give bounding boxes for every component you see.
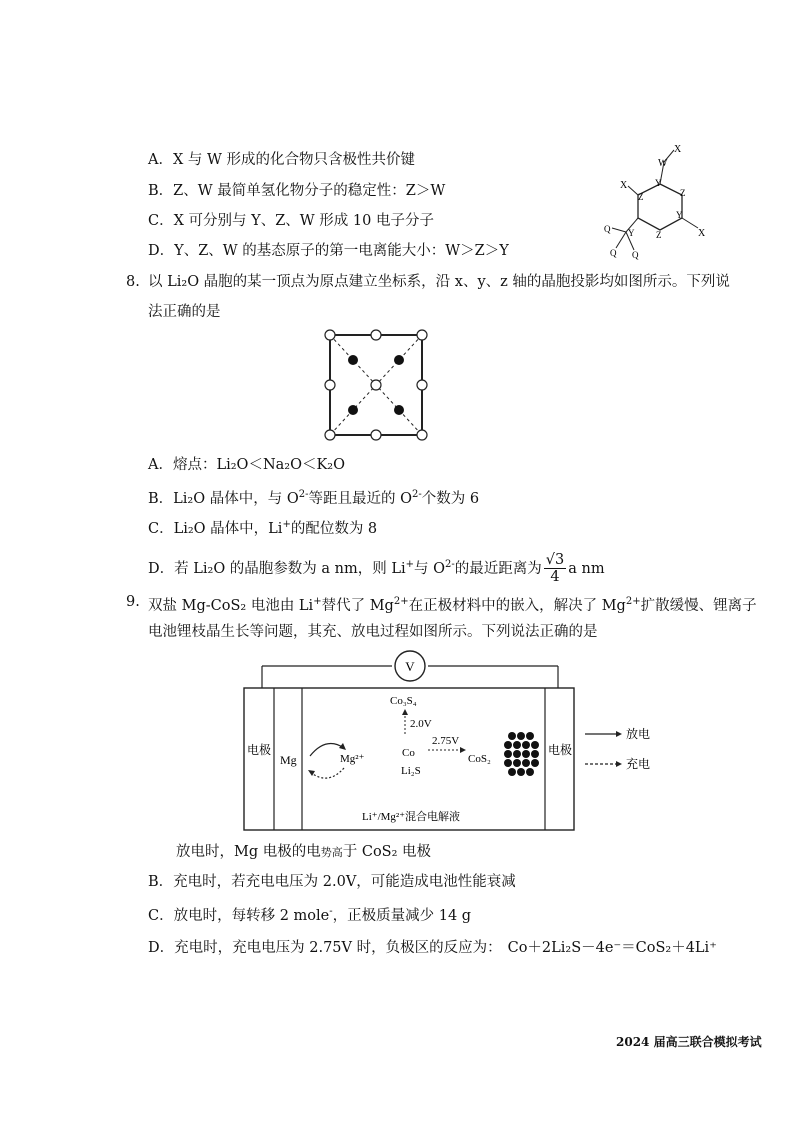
q7-label-z-3: Z (638, 192, 644, 202)
q7-label-x-left: X (620, 180, 628, 191)
q9-mg-label: Mg (280, 753, 297, 767)
q7-label-x-top: X (674, 144, 682, 155)
page-footer: 2024 届高三联合模拟考试 (616, 1035, 762, 1049)
q9-option-a: 放电时，Mg 电极的电势高于 CoS₂ 电极 (176, 844, 432, 860)
q7-label-q-3: Q (632, 250, 639, 260)
q9-legend-charge: 充电 (626, 757, 651, 771)
q8-stem-line2: 法正确的是 (148, 304, 221, 320)
q7-label-y-top: Y (655, 178, 662, 188)
q9-option-d-equation: Co＋2Li₂S－4e⁻＝CoS₂＋4Li⁺ (507, 940, 717, 956)
q7-option-a: A．X 与 W 形成的化合物只含极性共价键 (148, 152, 416, 168)
q9-option-d: D．充电时，充电电压为 2.75V 时，负极区的反应为： Co＋2Li₂S－4e⁻＝CoS₂＋4Li⁺ (148, 940, 717, 956)
q9-legend-discharge: 放电 (626, 727, 651, 741)
q9-electrode-right: 电极 (547, 743, 573, 757)
q8-fraction: $\frac{√3}{4}$ (545, 552, 565, 586)
q8-cell-projection (320, 325, 434, 443)
q9-option-c: C．放电时，每转移 2 mole-，正极质量减少 14 g (148, 906, 472, 924)
q9-electrode-left: 电极 (246, 743, 272, 757)
q9-mg2-label: Mg²⁺ (340, 753, 365, 765)
q7-structure-diagram (598, 140, 710, 260)
q9-co-label: Co (402, 747, 415, 759)
q7-label-w: W (658, 158, 668, 169)
q7-label-q-2: Q (610, 248, 617, 258)
q8-option-c: C．Li₂O 晶体中，Li+的配位数为 8 (148, 519, 378, 537)
q7-label-q-1: Q (604, 224, 611, 234)
q7-label-y-2: Y (676, 210, 683, 220)
q7-label-z-1: Z (680, 188, 686, 198)
q8-stem-line1: 以 Li₂O 晶胞的某一顶点为原点建立坐标系，沿 x、y、z 轴的晶胞投影均如图所示。下列说 (148, 274, 730, 290)
q9-battery-diagram (240, 650, 670, 835)
q9-option-b: B．充电时，若充电电压为 2.0V，可能造成电池性能衰减 (148, 874, 516, 890)
q7-option-b: B．Z、W 最简单氢化物分子的稳定性：Z＞W (148, 183, 446, 199)
q7-label-y-3: Y (628, 228, 635, 238)
q9-number: 9. (126, 594, 140, 610)
q7-option-c: C．X 可分别与 Y、Z、W 形成 10 电子分子 (148, 213, 434, 229)
q7-option-d: D．Y、Z、W 的基态原子的第一电离能大小：W＞Z＞Y (148, 243, 509, 259)
q9-co3s4-label: Co₃S₄ (390, 695, 417, 707)
q9-voltage-275v: 2.75V (432, 735, 460, 747)
q9-stem-line2: 电池锂枝晶生长等问题，其充、放电过程如图所示。下列说法正确的是 (148, 624, 598, 640)
q9-voltage-2v: 2.0V (410, 718, 432, 730)
q9-li2s-label: Li₂S (401, 765, 421, 777)
q7-label-z-2: Z (656, 230, 662, 240)
q8-option-a: A．熔点：Li₂O＜Na₂O＜K₂O (148, 457, 346, 473)
q9-electrolyte-label: Li⁺/Mg²⁺混合电解液 (362, 811, 461, 823)
q9-voltmeter-label: V (405, 659, 415, 674)
q9-stem-line1: 双盐 Mg-CoS₂ 电池由 Li+替代了 $Mg^{2+}$在正极材料中的嵌入，解决了 $Mg^{2+}$扩散缓慢、锂离子 (148, 596, 757, 614)
q9-cos2-label: CoS₂ (468, 753, 491, 765)
q8-option-d: D．若 Li₂O 的晶胞参数为 a nm，则 Li+与 $O^{2-}$的最近距离为 $\frac{√3}{4}$ a nm (148, 552, 605, 586)
q7-label-x-right: X (698, 228, 706, 239)
q8-option-b: B．Li₂O 晶体中，与 $O^{2-}$等距且最近的 $O^{2-}$个数为 6 (148, 489, 480, 507)
q8-number: 8. (126, 274, 140, 290)
